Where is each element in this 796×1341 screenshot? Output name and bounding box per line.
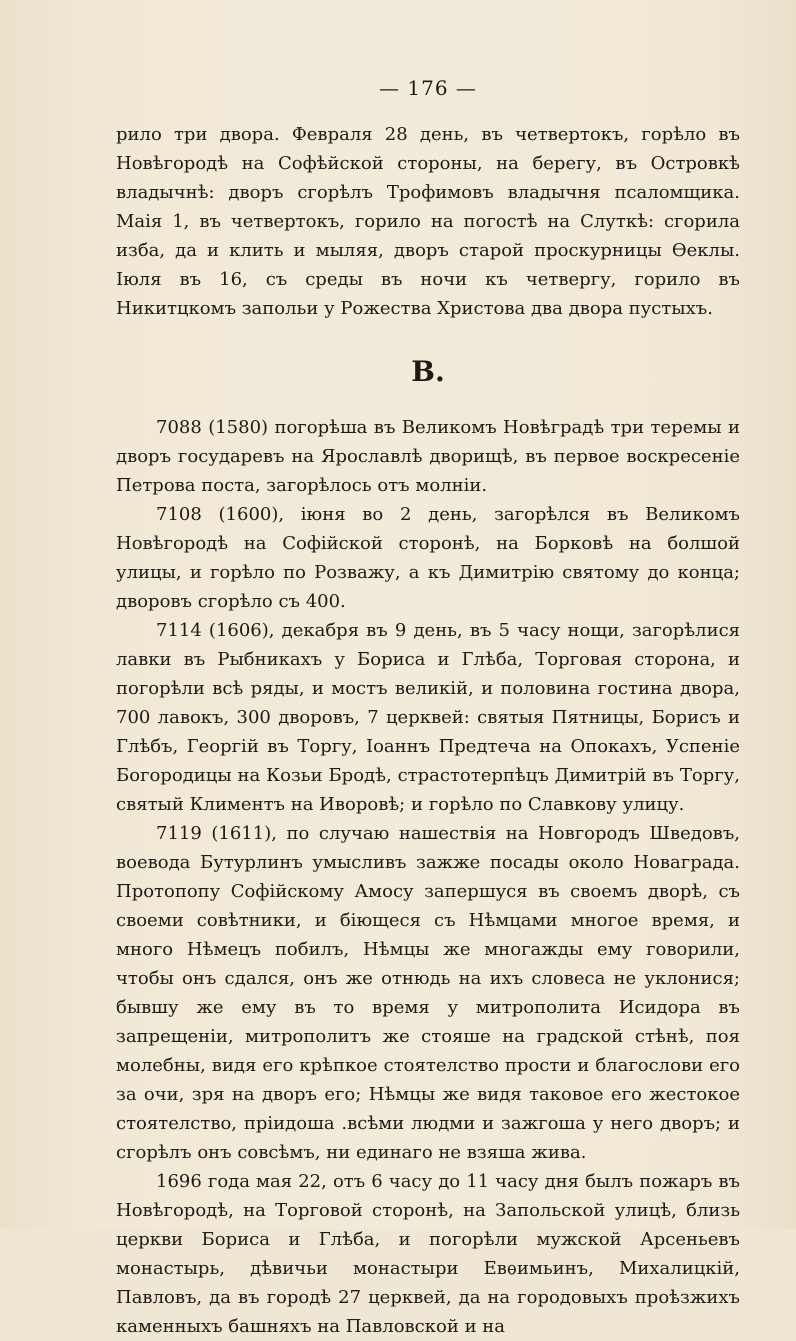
paragraph-entry-7119: 7119 (1611), по случаю нашествія на Новгородъ Шведовъ, воевода Бутурлинъ умысливъ зажже посады около Новаграда. Протопопу Софійскому Амосу запершуся въ своемъ дворѣ, съ своеми совѣтники, и біющеся съ Нѣмцами многое время, и много Нѣмецъ побилъ, Нѣмцы же многажды ему говорили, чтобы онъ сдался, онъ же отнюдь на ихъ словеса не уклонися; бывшу же ему въ то время у митрополита Исидора въ запрещеніи, митрополитъ же стояше на градской стѣнѣ, поя молебны, видя его крѣпкое стоятелство прости и благослови его за очи, зря на дворъ его; Нѣмцы же видя таковое его жестокое стоятелство, пріидоша .всѣми людми и зажгоша у него дворъ; и сгорѣлъ онъ совсѣмъ, ни единаго не взяша жива. [116, 823, 740, 1163]
paragraph-entry-7114: 7114 (1606), декабря въ 9 день, въ 5 часу нощи, загорѣлися лавки въ Рыбникахъ у Бориса и Глѣба, Торговая сторона, и погорѣли всѣ ряды, и мостъ великій, и половина гостина двора, 700 лавокъ, 300 дворовъ, 7 церквей: святыя Пятницы, Борисъ и Глѣбъ, Георгій въ Торгу, Іоаннъ Предтеча на Опокахъ, Успеніе Богородицы на Козьи Бродѣ, страстотерпѣцъ Димитрій въ Торгу, святый Климентъ на Иворовѣ; и горѣло по Славкову улицу. [116, 620, 740, 815]
paragraph-entry-7108: 7108 (1600), іюня во 2 день, загорѣлся въ Великомъ Новѣгородѣ на Софійской сторонѣ, на Борковѣ на болшой улицы, и горѣло по Розважу, а къ Димитрію святому до конца; дворовъ сгорѣло съ 400. [116, 504, 740, 612]
paragraph-entry-7088: 7088 (1580) погорѣша въ Великомъ Новѣградѣ три теремы и дворъ государевъ на Ярославлѣ дворищѣ, въ первое воскресеніе Петрова поста, загорѣлось отъ молніи. [116, 417, 740, 496]
page-number: — 176 — [379, 76, 477, 100]
paragraph-entry-1696: 1696 года мая 22, отъ 6 часу до 11 часу дня былъ пожаръ въ Новѣгородѣ, на Торговой сторонѣ, на Запольской улицѣ, близь церкви Бориса и Глѣба, и погорѣли мужской Арсеньевъ монастырь, дѣвичьи монастыри Евѳимьинъ, Михалицкій, Павловъ, да въ городѣ 27 церквей, да на городовыхъ проѣзжихъ каменныхъ башняхъ на Павловской и на [116, 1171, 740, 1337]
paragraph-continuation: рило три двора. Февраля 28 день, въ четвертокъ, горѣло въ Новѣгородѣ на Софѣйской стороны, на берегу, въ Островкѣ владычнѣ: дворъ сгорѣлъ Трофимовъ владычня псаломщика. Маія 1, въ четвертокъ, горило на погостѣ на Слуткѣ: сгорила изба, да и клить и мыляя, дворъ старой проскурницы Ѳеклы. Іюля въ 16, съ среды въ ночи къ четвергу, горило въ Никитцкомъ запольи у Рожества Христова два двора пустыхъ. [116, 124, 740, 319]
section-heading: В. [411, 355, 445, 388]
page-content [116, 68, 740, 1341]
